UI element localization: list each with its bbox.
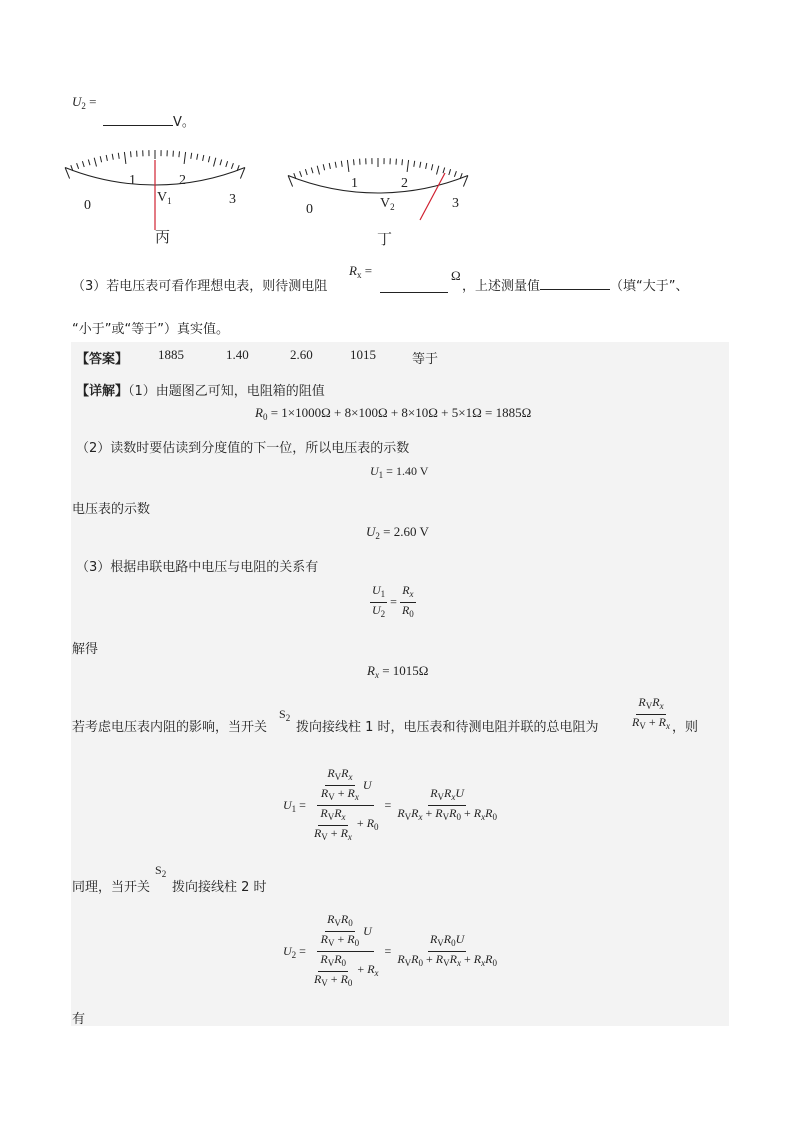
meter-1-tick-0: 0 — [84, 198, 91, 213]
question-3-line-2: “小于”或“等于”）真实值。 — [72, 322, 229, 337]
meter-2-tick-0: 0 — [306, 202, 313, 217]
meter-2-tick-2: 2 — [401, 176, 408, 191]
meter-2-tick-3: 3 — [452, 196, 459, 211]
scale-tick — [184, 152, 186, 164]
scale-tick — [231, 163, 233, 169]
scale-tick — [354, 159, 355, 165]
scale-tick — [226, 161, 228, 167]
scale-tick — [335, 162, 336, 168]
meter-1-caption: 丙 — [155, 228, 171, 246]
equation-u1: $U_1 = 1.40$ V — [370, 464, 429, 480]
answer-value-5: 等于 — [412, 352, 439, 367]
u2-answer-line: V。 — [103, 111, 195, 130]
scale-tick — [431, 164, 432, 170]
detail-line-1: 【详解】（1）由题图乙可知，电阻箱的阻值 — [76, 384, 325, 399]
blank — [540, 275, 610, 290]
parallel-resistance-fraction: $\frac{R_VR_x}{R_V + R_x}$ — [632, 695, 670, 731]
scale-tick — [220, 160, 222, 166]
scale-tick — [311, 168, 313, 174]
detail-line-7: 同理，当开关 — [72, 880, 151, 895]
scale-tick — [77, 163, 79, 169]
meter-2-needle — [420, 173, 445, 220]
scale-tick — [112, 154, 113, 160]
scale-tick — [197, 154, 198, 160]
scale-tick — [106, 155, 107, 161]
equation-rx: $R_x = 1015\Omega$ — [367, 663, 429, 680]
blank — [380, 278, 448, 293]
equation-u2-full: $U_2$ = $\frac{R_VR_0}{R_V + R_0}$ U $\frac{R_VR_0}{R_V + R_0}$ + $R_x$ = $\frac{R_VR_0U}{R_VR_0 + R_VR_x + R_xR_0}$ — [283, 912, 497, 988]
scale-tick — [214, 158, 216, 167]
meter-1-tick-1: 1 — [129, 173, 136, 188]
detail-line-6b: 拨向接线柱 1 时，电压表和待测电阻并联的总电阻为 — [296, 720, 599, 735]
scale-tick — [118, 153, 119, 159]
voltmeter-figures — [60, 140, 490, 250]
scale-tick — [347, 160, 349, 172]
scale-tick — [131, 151, 132, 157]
scale-tick — [179, 151, 180, 157]
answer-value-2: 1.40 — [226, 347, 249, 362]
u2-label: $U_2$ = — [72, 94, 97, 111]
equation-u1-full: $U_1$ = $\frac{R_VR_x}{R_V + R_x}$ U $\frac{R_VR_x}{R_V + R_x}$ + $R_0$ = $\frac{R_VR_xU}{R_VR_x + R_VR_0 + R_xR_0}$ — [283, 766, 497, 842]
meter-2-scale — [288, 158, 468, 193]
meter-2-name: $V_2$ — [380, 196, 395, 212]
scale-tick — [443, 168, 445, 174]
scale-tick — [94, 158, 96, 167]
scale-tick — [437, 166, 439, 175]
answer-value-1: 1885 — [158, 347, 184, 362]
meter-2-caption: 丁 — [377, 230, 393, 248]
scale-tick — [88, 160, 90, 166]
rx-symbol: $R_x$ = — [349, 263, 373, 280]
meter-1-name: $V_1$ — [157, 190, 172, 206]
scale-tick — [317, 166, 319, 175]
meter-1-tick-2: 2 — [179, 173, 186, 188]
equation-ratio: $\frac{U_1}{U_2}$ = $\frac{R_x}{R_0}$ — [372, 583, 414, 619]
scale-tick — [191, 153, 192, 159]
scale-arc — [288, 176, 468, 193]
detail-line-5: 解得 — [72, 642, 99, 657]
meter-2-tick-1: 1 — [351, 176, 358, 191]
scale-tick — [341, 161, 342, 167]
detail-line-6c: ，则 — [672, 720, 699, 735]
scale-tick — [100, 156, 101, 162]
blank — [103, 111, 173, 126]
question-3-line-1b: ，上述测量值 （填“大于”、 — [462, 275, 689, 294]
scale-tick — [300, 171, 302, 177]
scale-tick — [323, 164, 324, 170]
answer-label: 【答案】 — [76, 352, 129, 367]
scale-tick — [82, 161, 84, 167]
scale-tick — [124, 152, 126, 164]
detail-line-7b: 拨向接线柱 2 时 — [172, 880, 267, 895]
scale-tick — [208, 156, 209, 162]
scale-tick — [305, 169, 307, 175]
scale-tick — [420, 162, 421, 168]
rx-answer-line — [380, 278, 448, 297]
scale-tick — [414, 161, 415, 167]
question-3-line-1: （3）若电压表可看作理想电表，则待测电阻 — [72, 279, 328, 294]
answer-value-4: 1015 — [350, 347, 376, 362]
detail-line-8: 有 — [72, 1012, 86, 1027]
switch-s2-symbol-2: $S_2$ — [155, 863, 167, 879]
scale-tick — [426, 163, 427, 169]
answer-value-3: 2.60 — [290, 347, 313, 362]
detail-line-3: 电压表的示数 — [72, 502, 151, 517]
scale-tick — [203, 155, 204, 161]
scale-tick — [407, 160, 409, 172]
scale-tick — [329, 163, 330, 169]
ohm-unit: Ω — [451, 268, 461, 283]
equation-r0: $R_0 = 1\times 1000\Omega + 8\times 100\Omega + 8\times 10\Omega + 5\times 1\Omega = 1885\Omega$ — [255, 405, 532, 422]
scale-tick — [449, 169, 451, 175]
scale-tick — [454, 171, 456, 177]
meter-1-tick-3: 3 — [229, 192, 236, 207]
detail-line-6: 若考虑电压表内阻的影响，当开关 — [72, 720, 268, 735]
detail-line-4: （3）根据串联电路中电压与电阻的关系有 — [76, 560, 319, 575]
switch-s2-symbol: $S_2$ — [279, 707, 291, 723]
scale-tick — [402, 159, 403, 165]
equation-u2: $U_2 = 2.60$ V — [366, 524, 429, 541]
detail-line-2: （2）读数时要估读到分度值的下一位，所以电压表的示数 — [76, 441, 410, 456]
